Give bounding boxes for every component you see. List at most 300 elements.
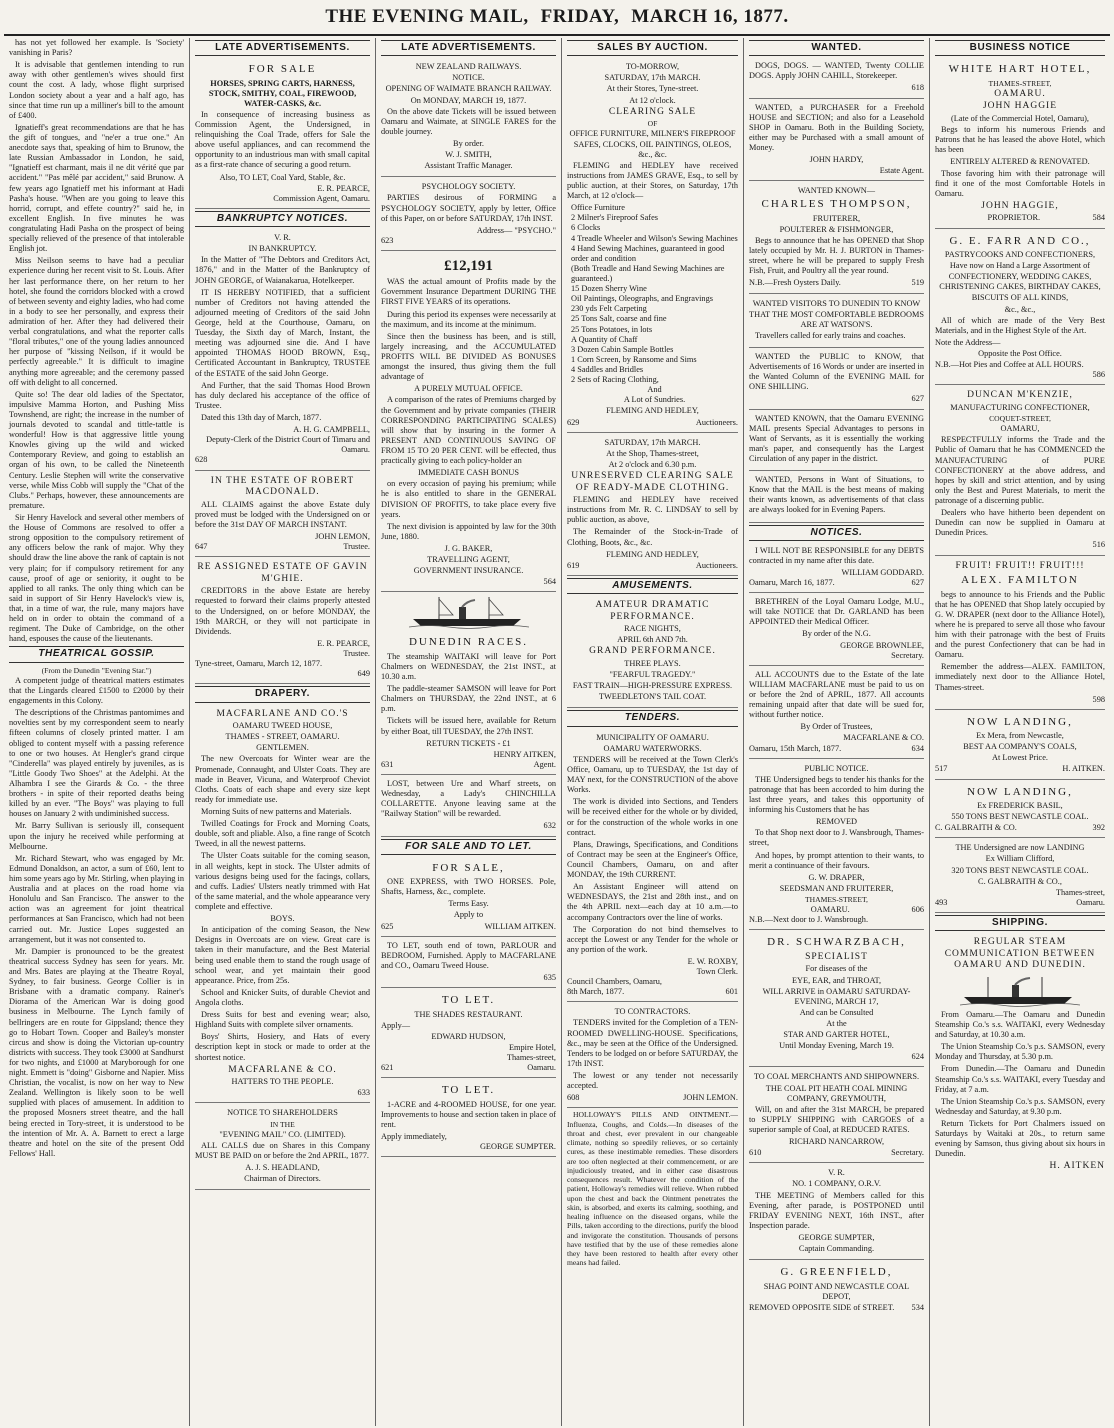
ad-signature-title: Empire Hotel, xyxy=(508,1042,556,1052)
auction-where: At their Stores, Tyne-street. xyxy=(606,84,699,94)
ad-heading: FOR SALE xyxy=(248,63,317,76)
list-item: And xyxy=(647,385,662,395)
ad-title: SHAG POINT AND NEWCASTLE COAL DEPOT, xyxy=(763,1281,910,1301)
notice-signature-title: THAMES-STREET, xyxy=(805,895,868,904)
list-item: A Lot of Sundries. xyxy=(623,395,686,405)
section-heading-shipping: SHIPPING. xyxy=(935,915,1105,931)
ad-heading: TO LET. xyxy=(441,1084,496,1097)
ad-number: 649 xyxy=(357,669,370,679)
notice-note: N.B.—Next door to J. Wansbrough. xyxy=(749,915,869,925)
ad-heading: NOW LANDING, xyxy=(967,785,1073,798)
royal-cipher: V. R. xyxy=(274,233,291,243)
ad-heading: NEW ZEALAND RAILWAYS. xyxy=(415,62,522,72)
ad-government-insurance xyxy=(381,253,556,592)
ad-subheading: IMMEDIATE CASH BONUS xyxy=(418,468,519,478)
notice-title: NOTICE TO SHAREHOLDERS xyxy=(227,1108,338,1118)
ad-greenfield xyxy=(749,1262,924,1317)
auction-lot-list xyxy=(567,203,738,405)
ad-number: 627 xyxy=(911,578,924,588)
notice-date: Oamaru, March 16, 1877. xyxy=(749,578,835,588)
ad-trade: SPECIALIST xyxy=(805,951,868,962)
paragraph: Mr. Richard Stewart, who was engaged by Mr. Edmund Donaldson, an actor, a sum of £60, lent to him some years ago by Mr. Stirling, when playing in Australia and at places on the road home via Honolulu and San Francisco. The answer to the action was an agreement for joint theatrical performances at San Francisco, which had not been carried out. Mr. Justice Lopes suggested an arrangement, but it was not consented to. xyxy=(9,853,184,944)
notice-signature-title: OAMARU. xyxy=(810,905,850,915)
section-source: (From the Dunedin "Evening Star.") xyxy=(41,665,152,675)
ad-body: From Dunedin.—The Oamaru and Dunedin Steamship Co.'s s.s. WAITAKI, every Tuesday and Friday, at 7 a.m. xyxy=(935,1064,1105,1094)
ad-body: WANTED the PUBLIC to KNOW, that Advertisements of 16 Words or under are inserted in the Wanted Column of the EVENING MAIL for ONE SHILLING. xyxy=(749,352,924,392)
ad-town: OAMARU. xyxy=(994,88,1046,99)
notice-body: ALL ACCOUNTS due to the Estate of the late WILLIAM MACFARLANE must be paid to us on or before the 2nd of APRIL, 1877. All accounts remaining unpaid after that date will be sued for, without further notice. xyxy=(749,669,924,720)
ad-name: G. E. FARR AND CO., xyxy=(949,234,1091,247)
ad-number: 647 xyxy=(195,542,208,552)
ad-body: Remember the address—ALEX. FAMILTON, immediately next door to the Alliance Hotel, Thames-street. xyxy=(935,662,1105,692)
ad-heading: AMATEUR DRAMATIC PERFORMANCE. xyxy=(595,600,710,622)
tender-body: TENDERS will be received at the Town Clerk's Office, Oamaru, up to TUESDAY, the 1st day of MAY next, for the CONSTRUCTION of the above Works. xyxy=(567,754,738,795)
ad-heading: WANTED KNOWN— xyxy=(797,186,876,196)
ad-address: Note the Address— xyxy=(935,337,1001,347)
ad-signature-title: Agent. xyxy=(533,759,556,769)
ad-signature: E. R. PEARCE, xyxy=(317,183,370,193)
ad-trade: PASTRYCOOKS AND CONFECTIONERS, xyxy=(944,249,1096,259)
auction-where: At the Shop, Thames-street, xyxy=(606,448,699,458)
ad-note: N.B.—Fresh Oysters Daily. xyxy=(749,278,841,288)
auction-clothing xyxy=(567,435,738,576)
ad-name: G. GREENFIELD, xyxy=(780,1266,893,1279)
tender-waterworks xyxy=(567,730,738,1003)
holloway-advert: HOLLOWAY'S PILLS AND OINTMENT.—Influenza, Coughs, and Colds.—In diseases of the throat and chest, ever prevalent in our changeable climate, nothing so speedily relieves, or so certainly cures, as these inestimable remedies. These disorders are too often neglected at their commencement, or are injudiciously treated, and in either case disastrous consequences result. Whatever the condition of the patient, Holloway's remedies will relieve. When rubbed upon the chest and back the Ointment penetrates the skin, is absorbed, and exerts its calming, soothing, and healing influence on the diseased organs, while the Pills, taken according to the directions, purify the blood and invigorate the constitution. Thousands of persons have testified that by the use of these remedies alone they have been restored to health after every other means had failed. xyxy=(567,1110,738,1268)
ad-to-let-acre xyxy=(381,1080,556,1157)
ad-line: FAST TRAIN—HIGH-PRESSURE EXPRESS. xyxy=(572,681,733,691)
ad-address: THAMES - STREET, OAMARU. xyxy=(225,732,340,742)
ad-line: &c., &c., xyxy=(1004,304,1036,314)
ad-trade: POULTERER & FISHMONGER, xyxy=(779,224,894,234)
ad-body: During this period its expenses were necessarily at the maximum, and its income at the minimum. xyxy=(381,309,556,329)
notice-body: And Further, that the said Thomas Hood Brown has duly declared his acceptance of the office of Trustee. xyxy=(195,380,370,410)
ad-body: Travellers called for early trains and coaches. xyxy=(755,330,906,340)
paragraph: Mr. Barry Sullivan is seriously ill, consequent upon the injury he received while performing at Melbourne. xyxy=(9,821,184,851)
auction-body: FLEMING and HEDLEY have received instructions from Mr. R. C. LINDSAY to sell by public auction, as above, xyxy=(567,495,738,525)
ad-body: on every occasion of paying his premium; while he is also entitled to share in the GENERAL DIVISION OF PROFITS, to take place every five years. xyxy=(381,479,556,519)
ad-heading: TO COAL MERCHANTS AND SHIPOWNERS. xyxy=(753,1072,920,1082)
notice-signature-title: Chairman of Directors. xyxy=(244,1174,321,1184)
auction-body: FLEMING and HEDLEY have received instructions from JAMES GRAVE, Esq., to sell by public auction, at their Stores, on Saturday, 17th March, at 12 o'clock— xyxy=(567,160,738,201)
ad-signature: W. J. SMITH, xyxy=(445,150,492,160)
ad-heading: THE Undersigned are now LANDING xyxy=(955,843,1085,853)
wanted-known-mail xyxy=(749,412,924,472)
ad-order: By order. xyxy=(453,138,484,148)
ad-macfarlane xyxy=(195,706,370,1104)
notice-body: I WILL NOT BE RESPONSIBLE for any DEBTS contracted in my name after this date. xyxy=(749,545,924,565)
tender-signature-title: Town Clerk. xyxy=(696,967,738,977)
notice-signature-title: Captain Commanding. xyxy=(798,1244,875,1254)
notice-signature: E. R. PEARCE, xyxy=(317,638,370,648)
wanted-public xyxy=(749,350,924,410)
notice-signature: GEORGE BROWNLEE, xyxy=(840,640,924,650)
notice-bankruptcy xyxy=(195,230,370,470)
notice-estate-macdonald xyxy=(195,473,370,558)
ad-line: Ex William Clifford, xyxy=(985,854,1055,864)
ad-name: ALEX. FAMILTON xyxy=(961,574,1079,587)
column-5 xyxy=(744,38,930,1426)
masthead xyxy=(4,0,1110,36)
list-item: 25 Tons Salt, coarse and fine xyxy=(571,314,667,324)
notice-order: By order of the N.G. xyxy=(802,629,871,639)
ad-to-let-shades xyxy=(381,990,556,1078)
ad-body: In consequence of increasing business as Commission Agent, the Undersigned, in relinquishing the Coal Trade, offers for Sale the above useful appliances, and can recommend the opportunity to an industrious man with small capital as a first-rate chance of securing a good return. xyxy=(195,109,370,170)
ad-signature-title: Secretary. xyxy=(891,1148,924,1158)
ad-name: DUNCAN M'KENZIE, xyxy=(967,390,1073,401)
ad-tickets: RETURN TICKETS - £1 xyxy=(426,738,511,748)
ad-body: PARTIES desirous of FORMING a PSYCHOLOGY SOCIETY, apply by letter, Office of this Paper, on or before SATURDAY, 17th INST. xyxy=(381,193,556,223)
section-heading-wanted: WANTED. xyxy=(749,40,924,56)
ad-number: 608 xyxy=(567,1093,580,1103)
ad-number: 633 xyxy=(357,1088,370,1098)
ad-number: 628 xyxy=(195,455,208,465)
notice-location: Tyne-street, Oamaru, March 12, 1877. xyxy=(195,659,323,669)
notice-signature: G. W. DRAPER, xyxy=(808,872,865,882)
notice-macfarlane-estate xyxy=(749,668,924,759)
ad-body: begs to announce to his Friends and the Public that he has OPENED that Shop lately occupied by G. W. DRAPER (next door to the Alliance Hotel), where he is prepared to serve all those who favour him with their patronage with the best of Fruits and the purest Confectionery that can be had in Oamaru. xyxy=(935,589,1105,660)
list-item: Office Furniture xyxy=(571,203,625,213)
ad-lost xyxy=(381,777,556,837)
tender-title: TO CONTRACTORS. xyxy=(614,1007,691,1017)
notice-signature: WILLIAM GODDARD. xyxy=(841,567,924,577)
notice-order: By Order of Trustees, xyxy=(800,722,873,732)
ad-body: Twilled Coatings for Frock and Morning Coats, double, soft and pliable. Also, a fine range of Scotch Tweed, in all the newest patterns. xyxy=(195,819,370,849)
auction-signature: FLEMING AND HEDLEY, xyxy=(606,406,699,416)
ad-number: 619 xyxy=(567,560,580,570)
tender-body: Plans, Drawings, Specifications, and Conditions of Contract may be seen at the Engineer's Office, Council Chambers, Oamaru, on and after MONDAY, the 19th CURRENT. xyxy=(567,839,738,880)
ad-body: WANTED KNOWN, that the Oamaru EVENING MAIL presents Special Advantages to persons in Want of Servants, as it is essentially the working man's paper, and consequently has the Largest Circulation of any paper in the district. xyxy=(749,413,924,463)
auction-date: SATURDAY, 17th MARCH. xyxy=(604,73,701,83)
ad-line: Have now on Hand a Large Assortment of xyxy=(949,261,1091,271)
notice-removed: REMOVED xyxy=(815,817,858,827)
auction-when: TO-MORROW, xyxy=(625,62,680,72)
notice-body: In the Matter of "The Debtors and Creditors Act, 1876," and in the Matter of the Bankruptcy of JOHN GEORGE, of Waianakarua, Hotelkeeper. xyxy=(195,255,370,285)
list-item: 230 yds Felt Carpeting xyxy=(571,304,647,314)
ad-line: And can be Consulted xyxy=(799,1007,874,1017)
ad-signature: J. G. BAKER, xyxy=(444,543,493,553)
notice-goddard xyxy=(749,544,924,593)
tender-location: Council Chambers, Oamaru, xyxy=(567,977,662,987)
ad-body: ONE EXPRESS, with TWO HORSES. Pole, Shafts, Harness, &c., complete. xyxy=(381,877,556,897)
ad-date: On MONDAY, MARCH 19, 1877. xyxy=(410,95,527,105)
notice-signature: GEORGE SUMPTER, xyxy=(798,1232,875,1242)
tender-body: An Assistant Engineer will attend on WEDNESDAYS, the 21st and 28th inst., and on the 4th APRIL next—each day at 10 a.m.—to accompany Contractors over the line of works. xyxy=(567,882,738,922)
ad-body: Tickets will be issued here, available for Return by either Boat, till TUESDAY, the 27th INST. xyxy=(381,716,556,736)
ad-address: Opposite the Post Office. xyxy=(978,348,1062,358)
ad-body: On the above date Tickets will be issued between Oamaru and Waimate, at SINGLE FARES for the double journey. xyxy=(381,106,556,136)
ad-heading: PSYCHOLOGY SOCIETY. xyxy=(421,182,516,192)
ad-signature: EDWARD HUDSON, xyxy=(431,1031,506,1041)
tender-municipality: MUNICIPALITY OF OAMARU. xyxy=(596,732,709,742)
list-item: 1 Corn Screen, by Ransome and Sims xyxy=(571,354,697,364)
ad-heading: DUNEDIN RACES. xyxy=(408,636,529,649)
ad-body: All of which are made of the Very Best Materials, and in the Highest Style of the Art. xyxy=(935,315,1105,335)
list-item: 4 Hand Sewing Machines, guaranteed in good order and condition xyxy=(571,243,725,263)
ad-signature: JOHN HAGGIE, xyxy=(981,200,1059,211)
ad-signature-title: PROPRIETOR. xyxy=(987,213,1041,223)
royal-cipher: V. R. xyxy=(828,1168,845,1178)
list-item: Oil Paintings, Oleographs, and Engravings xyxy=(571,294,713,304)
column-2 xyxy=(190,38,376,1426)
ad-for-sale-horses xyxy=(195,59,370,209)
ad-number: 392 xyxy=(1092,823,1105,833)
ad-line: GRAND PERFORMANCE. xyxy=(589,646,716,657)
tender-signature: E. W. ROXBY, xyxy=(687,956,738,966)
list-item: 4 Treadle Wheeler and Wilson's Sewing Machines xyxy=(571,233,738,243)
ad-signature-title: Thames-street, xyxy=(1055,887,1105,897)
notice-title: IN BANKRUPTCY. xyxy=(248,244,317,254)
list-item: 4 Saddles and Bridles xyxy=(571,364,644,374)
ad-line: BISCUITS OF ALL KINDS, xyxy=(971,293,1069,303)
ad-body: Will, on and after the 31st MARCH, be prepared to SUPPLY SHIPPING with CARGOES of a superior sample of Coal, at REDUCED RATES. xyxy=(749,1104,924,1134)
ad-line: Also, TO LET, Coal Yard, Stable, &c. xyxy=(219,172,346,182)
ad-title: OPENING OF WAIMATE BRANCH RAILWAY. xyxy=(385,84,552,94)
section-heading-theatrical: THEATRICAL GOSSIP. xyxy=(9,646,184,662)
ad-mckenzie xyxy=(935,387,1105,555)
ad-body: Begs to announce that he has OPENED that Shop lately occupied by Mr. H. J. BURTON in Thames-street, where he will be prepared to supply Fresh Fish, Fruit, and Poultry all the year round. xyxy=(749,236,924,276)
ad-signature: WILLIAM AITKEN. xyxy=(484,921,556,931)
tender-body: The work is divided into Sections, and Tenders will be received either for the whole or by divided, or for the construction of the whole works in one contract. xyxy=(567,797,738,837)
ad-subheading: OAMARU TWEED HOUSE, xyxy=(232,721,333,731)
ad-number: 631 xyxy=(381,759,394,769)
notice-company: "EVENING MAIL" CO. (LIMITED). xyxy=(219,1129,346,1139)
section-heading-auction: SALES BY AUCTION. xyxy=(567,40,738,56)
section-heading-drapery: DRAPERY. xyxy=(195,686,370,702)
section-heading-business: BUSINESS NOTICE xyxy=(935,40,1105,56)
ad-number: 635 xyxy=(543,973,556,983)
ad-signature: GEORGE SUMPTER. xyxy=(479,1142,556,1152)
ad-apply: Apply immediately, xyxy=(381,1131,447,1141)
notice-title: PUBLIC NOTICE. xyxy=(804,763,869,773)
auction-goods: OFFICE FURNITURE, MILNER'S FIREPROOF SAFES, CLOCKS, OIL PAINTINGS, OLEOS, &c., &c. xyxy=(569,129,736,159)
ad-line: TWEEDLETON'S TAIL COAT. xyxy=(598,692,707,702)
ad-heading: FOR SALE, xyxy=(432,861,505,874)
wanted-dogs xyxy=(749,59,924,98)
notice-estate-mghie xyxy=(195,559,370,684)
tender-body: TENDERS invited for the Completion of a TEN-ROOMED DWELLING-HOUSE. Specifications, &c., may be seen at the Office of the Undersigned. Tenders to be lodged on or before SATURDAY, the 17th INST. xyxy=(567,1018,738,1068)
paragraph: The descriptions of the Christmas pantomimes and novelties sent by my correspondent seem to nearly fifteen columns of closely printed matter. I am obliged to content myself with a passing reference to one or two houses. At Hengler's grand cirque "Cinderella" was played entirely by juveniles, as is "Little Goody Two Shoes" at the Adelphi. At the Alhambra I see the Girards & Co. - the three brothers - in spite of their reported deaths being killed by an ever. "The Boys" was playing to full houses on January 2 with undiminished success. xyxy=(9,708,184,819)
list-item: 15 Dozen Sherry Wine xyxy=(571,284,647,294)
masthead-date: MARCH 16, 1877. xyxy=(631,6,789,27)
ad-dunedin-races xyxy=(381,632,556,775)
list-item: 3 Dozen Cabin Sample Bottles xyxy=(571,344,674,354)
wanted-visitors xyxy=(749,296,924,348)
ad-subheading: GENTLEMEN. xyxy=(256,743,309,753)
ad-body: REMOVED OPPOSITE SIDE of STREET. xyxy=(749,1302,895,1312)
section-heading-amusements: AMUSEMENTS. xyxy=(567,578,738,594)
ad-body: The Union Steamship Co.'s p.s. SAMSON, every Wednesday and Saturday, at 9.30 p.m. xyxy=(935,1096,1105,1116)
auction-signature-title: Auctioneers. xyxy=(695,417,738,427)
paragraph: Ignatieff's great recommendations are that he has the gift of tongues, and "ne'er a true one." An anecdote says that, speaking of him to Brunow, the late Russian Ambassador in London, he said, "Ignatieff est charmant, mais il ne dit vérité que par accident." "Pas mêlé par accident," said Brunow. A few years ago Ignatieff met his informant at Hadi Pasha's house. "When are you going to leave this horrid, corrupt, and effete country?" said he, in excellent English. In five minutes he was congratulating Hadi Pasha on the prospect of being specially relieved of the presence of that intolerable English jot. xyxy=(9,122,184,254)
ad-white-hart xyxy=(935,59,1105,228)
ad-number: 621 xyxy=(381,1063,394,1073)
wanted-known-thompson xyxy=(749,183,924,293)
ad-body: 1-ACRE and 4-ROOMED HOUSE, for one year. Improvements to house and section taken in place of rent. xyxy=(381,1099,556,1129)
ad-signature: H. AITKEN xyxy=(1049,1161,1105,1172)
ad-signature-title: Assistant Traffic Manager. xyxy=(424,161,513,171)
paragraph: Miss Neilson seems to have had a peculiar experience during her recent visit to St. Louis. After her last performance there, on her return to her hotel, she found the corridors blocked with a crowd of between seventy and eighty ladies, who had come in a body to see her personally, and express their admiration of her. After they had delivered their verbal congratulations, and what the reporter calls "floral tributes," one of the young ladies announced her purpose of "kissing Neilson, if it would be perfectly agreeable." It is difficult to imagine anything more agreeable; and the ceremony passed off with delight to all concerned. xyxy=(9,256,184,387)
ad-body: Return Tickets for Port Chalmers issued on Saturdays by Waitaki at 20s., to return same evening by Samson, thus giving about six hours in Dunedin. xyxy=(935,1118,1105,1159)
ad-body: The next division is appointed by law for the 30th June, 1880. xyxy=(381,521,556,541)
ad-familton xyxy=(935,558,1105,710)
paragraph: Sir Henry Havelock and several other members of the House of Commons are resolved to offer a strong opposition to the compulsory retirement of any officers below the rank of major. Why they should draw the line above the rank of captain is not very plain; for if compulsory retirement for any cause, proof of age or seniority, it ought to be applied to all ranks. The only thing which can be said in support of Sir Henry Havelock's view is, that, in a time of war, the rule, many majors have held on in order to obtain the command of a regiment. The Duke of Cambridge, on the other hand, espouses the cause of the lieutenants. xyxy=(9,513,184,644)
auction-title: UNRESERVED CLEARING SALE OF READY-MADE CLOTHING. xyxy=(571,470,734,493)
ad-body: Dealers who have hitherto been dependent on Dunedin can now be supplied in Oamaru at Dunedin Prices. xyxy=(935,508,1105,538)
ad-body: WANTED, Persons in Want of Situations, to Know that the MAIL is the best means of making their wants known, as advertisements of that class are always looked for in Evening Papers. xyxy=(749,475,924,515)
ad-number: 601 xyxy=(725,987,738,997)
ad-line: THREE PLAYS. xyxy=(624,659,681,669)
ad-line: At the xyxy=(826,1019,847,1028)
ad-terms: Terms Easy. xyxy=(448,899,489,909)
ad-number: 516 xyxy=(1092,540,1105,550)
ad-for-sale-express xyxy=(381,858,556,937)
notice-signature-title: Secretary. xyxy=(891,650,924,660)
ad-heading: FRUIT! FRUIT!! FRUIT!!! xyxy=(955,560,1085,571)
section-heading-tenders: TENDERS. xyxy=(567,710,738,726)
masthead-title: THE EVENING MAIL, xyxy=(325,6,529,27)
auction-body: The Remainder of the Stock-in-Trade of Clothing, Boots, &c., &c. xyxy=(567,527,738,547)
auction-date: SATURDAY, 17th MARCH. xyxy=(604,437,701,447)
ad-heading: NOW LANDING, xyxy=(967,715,1073,728)
ad-title: THAT THE MOST COMFORTABLE BEDROOMS ARE AT WATSON'S. xyxy=(749,309,924,329)
paragraph: A competent judge of theatrical matters estimates that the Lingards cleared £1500 to £2000 by their engagements in this Colony. xyxy=(9,675,184,706)
ad-street: THAMES-STREET, xyxy=(988,78,1052,88)
ad-body: Boys' Shirts, Hosiery, and Hats of every description kept in stock or made to order at the shortest notice. xyxy=(195,1032,370,1062)
ad-body: The Union Steamship Co.'s p.s. SAMSON, every Monday and Thursday, at 5.30 p.m. xyxy=(935,1042,1105,1062)
ad-name: WHITE HART HOTEL, xyxy=(948,63,1092,76)
ad-body: The paddle-steamer SAMSON will leave for Port Chalmers on THURSDAY, the 22nd INST., at 6 p.m. xyxy=(381,684,556,714)
ad-owner: JOHN HAGGIE xyxy=(982,101,1058,112)
ad-number: 534 xyxy=(911,1302,924,1312)
ad-coal-merchants xyxy=(749,1069,924,1163)
tender-body: The Corporation do not bind themselves to accept the Lowest or any Tender for the whole or any portion of the work. xyxy=(567,924,738,954)
ad-number: 598 xyxy=(1092,694,1105,704)
notice-title: IN THE ESTATE OF ROBERT MACDONALD. xyxy=(210,475,355,498)
notice-title: NO. 1 COMPANY, O.R.V. xyxy=(792,1179,881,1189)
auction-time: At 2 o'clock and 6.30 p.m. xyxy=(608,459,697,469)
list-item: 25 Tons Potatoes, in lots xyxy=(571,324,653,334)
wanted-situations xyxy=(749,473,924,522)
notice-body: And hopes, by prompt attention to their wants, to merit a continuance of their favours. xyxy=(749,850,924,870)
section-heading-for-sale: FOR SALE AND TO LET. xyxy=(381,839,556,855)
notice-orv xyxy=(749,1165,924,1260)
auction-time: At 12 o'clock. xyxy=(629,95,676,105)
ad-body: The Ulster Coats suitable for the coming season, in all weights, kept in stock. The Ulster admits of various designs being used for the facings, collars, and cuffs. Ladies' Ulsters neatly trimmed with Hat of the same material, and the whole appearance very complete and effective. xyxy=(195,851,370,911)
ad-signature-title: Estate Agent. xyxy=(879,166,924,176)
ad-number: 584 xyxy=(1092,213,1105,223)
ad-body: DOGS, DOGS. — WANTED, Twenty COLLIE DOGS. Apply JOHN CAHILL, Storekeeper. xyxy=(749,61,924,81)
ad-line: BEST AA COMPANY'S COALS, xyxy=(963,742,1077,752)
ad-dr-schwarzbach xyxy=(749,932,924,1067)
auction-signature-title: Auctioneers. xyxy=(695,560,738,570)
ad-heading: REGULAR STEAM COMMUNICATION BETWEEN OAMARU AND DUNEDIN. xyxy=(944,937,1096,971)
ad-signature: H. AITKEN. xyxy=(1062,764,1105,774)
ad-body: School and Knicker Suits, of durable Cheviot and Angola cloths. xyxy=(195,987,370,1007)
ad-body: WAS the actual amount of Profits made by the Government Insurance Department DURING THE FIRST FIVE YEARS of its operations. xyxy=(381,277,556,307)
ad-line: "FEARFUL TRAGEDY." xyxy=(609,670,696,680)
ad-trade: MANUFACTURING CONFECTIONER, xyxy=(950,402,1090,412)
ad-body: Morning Suits of new patterns and Materials. xyxy=(201,806,352,816)
notice-signature: JOHN LEMON, xyxy=(315,531,370,541)
ad-number: 618 xyxy=(911,83,924,93)
ad-subheading: A PURELY MUTUAL OFFICE. xyxy=(414,384,523,394)
ad-psychology xyxy=(381,179,556,251)
notice-signature-title: Deputy-Clerk of the District Court of Timaru and Oamaru. xyxy=(206,435,370,455)
ad-number: 629 xyxy=(567,417,580,427)
column-4 xyxy=(562,38,744,1426)
ad-number: 610 xyxy=(749,1148,762,1158)
notice-body: BRETHREN of the Loyal Oamaru Lodge, M.U., will take NOTICE that Dr. GARLAND has been APPOINTED their Medical Officer. xyxy=(749,597,924,627)
auction-signature: FLEMING AND HEDLEY, xyxy=(606,549,699,559)
notice-body: ALL CALLS due on Shares in this Company MUST BE PAID on or before the 2nd APRIL, 1877. xyxy=(195,1140,370,1160)
ad-line: 550 TONS BEST NEWCASTLE COAL. xyxy=(951,812,1089,822)
ad-street: COQUET-STREET, xyxy=(989,413,1051,423)
ad-note: N.B.—Hot Pies and Coffee at ALL HOURS. xyxy=(935,360,1084,370)
ad-now-landing-mera xyxy=(935,712,1105,780)
ad-body: Those favoring him with their patronage will find it one of the most Comfortable Hotels in Oamaru. xyxy=(935,168,1105,198)
ad-now-landing-clifford xyxy=(935,840,1105,913)
section-heading-late-ads: LATE ADVERTISEMENTS. xyxy=(381,40,556,56)
ad-body: LOST, between Ure and Wharf streets, on Wednesday, a Lady's CHINCHILLA COLLARETTE. Anyone leaving same at the "Railway Station" will be rewarded. xyxy=(381,779,556,819)
ad-title: THE SHADES RESTAURANT. xyxy=(414,1009,523,1019)
tender-title: OAMARU WATERWORKS. xyxy=(603,743,702,753)
section-heading-notices: NOTICES. xyxy=(749,525,924,541)
ad-company: THE COAL PIT HEATH COAL MINING COMPANY, GREYMOUTH, xyxy=(765,1083,908,1103)
ad-number: 627 xyxy=(911,394,924,404)
wanted-purchaser xyxy=(749,101,924,182)
ad-railways xyxy=(381,59,556,177)
ad-apply: Apply— xyxy=(381,1020,411,1030)
section-heading-bankruptcy: BANKRUPTCY NOTICES. xyxy=(195,211,370,227)
steamship-illustration xyxy=(409,595,529,629)
column-3 xyxy=(376,38,562,1426)
paragraph: It is advisable that gentlemen intending to run away with other gentlemen's wives should first count the cost. A lady, whose flight surprised London society about a year and a half ago, has since that time run up a milliner's bill to the amount of £400. xyxy=(9,60,184,120)
list-item: 2 Sets of Racing Clothing, xyxy=(571,375,659,385)
ad-number: 606 xyxy=(911,905,924,915)
ad-heading: MACFARLANE AND CO.'S xyxy=(216,708,349,719)
ad-line: EYE, EAR, and THROAT, xyxy=(791,975,882,985)
ad-body: Since then the business has been, and is still, largely increasing, and the ACCUMULATED PROFITS WILL BE DIVIDED AS BONUSES amongst the insured, thus giving them the full advantage of xyxy=(381,331,556,382)
ad-number: 623 xyxy=(381,235,394,245)
ad-signature: RICHARD NANCARROW, xyxy=(788,1137,885,1147)
ad-line: 320 TONS BEST NEWCASTLE COAL. xyxy=(951,865,1089,875)
ad-signature: HENRY AITKEN, xyxy=(493,749,556,759)
ad-signature: JOHN HARDY, xyxy=(809,155,864,165)
ad-amateur-dramatic xyxy=(567,597,738,708)
notice-title: RE ASSIGNED ESTATE OF GAVIN M'GHIE. xyxy=(197,562,368,584)
ad-subheading: BOYS. xyxy=(270,914,295,924)
ad-heading: WANTED VISITORS TO DUNEDIN TO KNOW xyxy=(752,298,921,308)
ad-number: 625 xyxy=(381,921,394,931)
ad-line: Ex Mera, from Newcastle, xyxy=(976,731,1064,741)
ad-line: At Lowest Price. xyxy=(992,753,1048,763)
ad-subheading: NOTICE. xyxy=(452,73,485,83)
paragraph: has not yet followed her example. Is 'Society' vanishing in Paris? xyxy=(9,38,184,58)
ad-signature-title: TRAVELLING AGENT, xyxy=(427,555,510,565)
ad-number: 564 xyxy=(543,577,556,587)
notice-body: IT IS HEREBY NOTIFIED, that a sufficient number of Creditors not having attended the adjourned meeting of Creditors of the said John George, held at the Courthouse, Oamaru, on Tuesday, the Sixth day of March, Instant, the meeting was adjourned sine die. And I have appointed THOMAS HOOD BROWN, Esq., Certificated Accountant in Bankruptcy, TRUSTEE of the ESTATE of the said John George. xyxy=(195,287,370,378)
ad-apply: Apply to xyxy=(453,910,484,920)
ad-line: Until Monday Evening, March 19. xyxy=(779,1041,894,1051)
ad-number: 634 xyxy=(911,743,924,753)
ad-body: A comparison of the rates of Premiums charged by the Government and by private companies (THEIR CORRESPONDING PARTICIPATING SCALES) will show that by insuring in the former A PRESENT AND CONTINUOUS SAVING OF FROM 15 TO 20 PER CENT. will be effected, thus practically giving to each policy-holder an xyxy=(381,395,556,466)
ad-to-let-parlour xyxy=(381,939,556,988)
ad-address: Address— "PSYCHO." xyxy=(476,225,556,235)
notice-body: THE Undersigned begs to tender his thanks for the patronage that has been accorded to him during the last three years, and takes this opportunity of informing his Customers that he has xyxy=(749,774,924,815)
list-item: A Quantity of Chaff xyxy=(571,334,638,344)
ad-signature: C. GALBRAITH & CO. xyxy=(935,823,1017,833)
